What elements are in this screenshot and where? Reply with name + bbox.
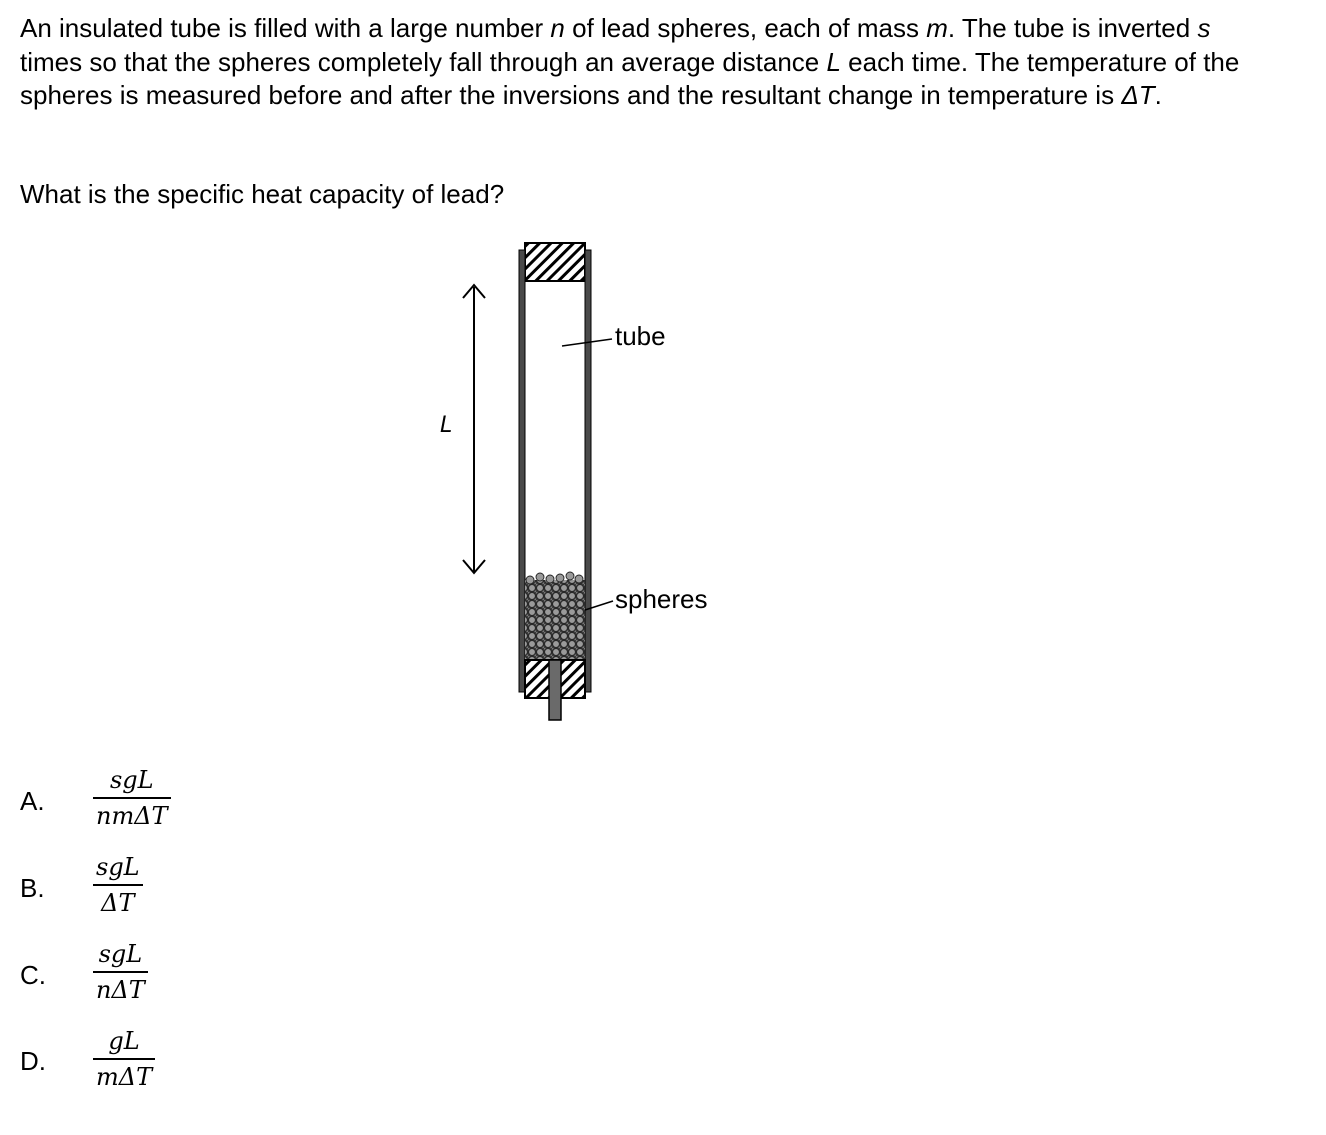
option-d-denominator: mΔT xyxy=(96,1063,153,1091)
option-c-numerator: sgL xyxy=(98,940,143,968)
question-stem: An insulated tube is filled with a large number n of lead spheres, each of mass m. The tube is inverted s times so that the spheres completely fall through an average distance L each time. The temperature of the spheres is measured before and after the inversions and the resultant change in temperature is ΔT. xyxy=(20,13,1240,110)
top-plug xyxy=(525,243,585,281)
option-c-letter: C. xyxy=(20,960,46,990)
variable-n: n xyxy=(550,13,565,43)
length-arrow xyxy=(463,285,485,573)
option-b-denominator: ΔT xyxy=(101,889,135,917)
variable-L: L xyxy=(826,46,841,77)
spheres-label: spheres xyxy=(615,584,708,614)
option-b-numerator: sgL xyxy=(96,853,140,881)
plunger-rod xyxy=(549,660,561,720)
tube-right-wall xyxy=(585,250,591,692)
variable-m: m xyxy=(926,13,948,43)
question-prompt: What is the specific heat capacity of lead? xyxy=(20,179,505,209)
option-b-fraction[interactable] xyxy=(93,853,143,917)
option-c-fraction[interactable] xyxy=(93,940,148,1004)
option-b-letter: B. xyxy=(20,873,45,903)
variable-delta-T: ΔT xyxy=(1121,80,1155,110)
option-d-letter: D. xyxy=(20,1046,46,1076)
tube-label: tube xyxy=(615,321,666,351)
option-a-denominator: nmΔT xyxy=(96,802,168,830)
length-label: L xyxy=(440,413,453,438)
tube-left-wall xyxy=(519,250,525,692)
option-d-fraction[interactable] xyxy=(93,1027,155,1091)
option-c-denominator: nΔT xyxy=(96,976,145,1004)
lead-spheres xyxy=(525,572,585,660)
option-a-numerator: sgL xyxy=(109,766,154,794)
option-a-letter: A. xyxy=(20,786,45,816)
option-d-numerator: gL xyxy=(108,1027,140,1055)
variable-s: s xyxy=(1197,13,1211,43)
option-a-fraction[interactable] xyxy=(93,766,171,830)
